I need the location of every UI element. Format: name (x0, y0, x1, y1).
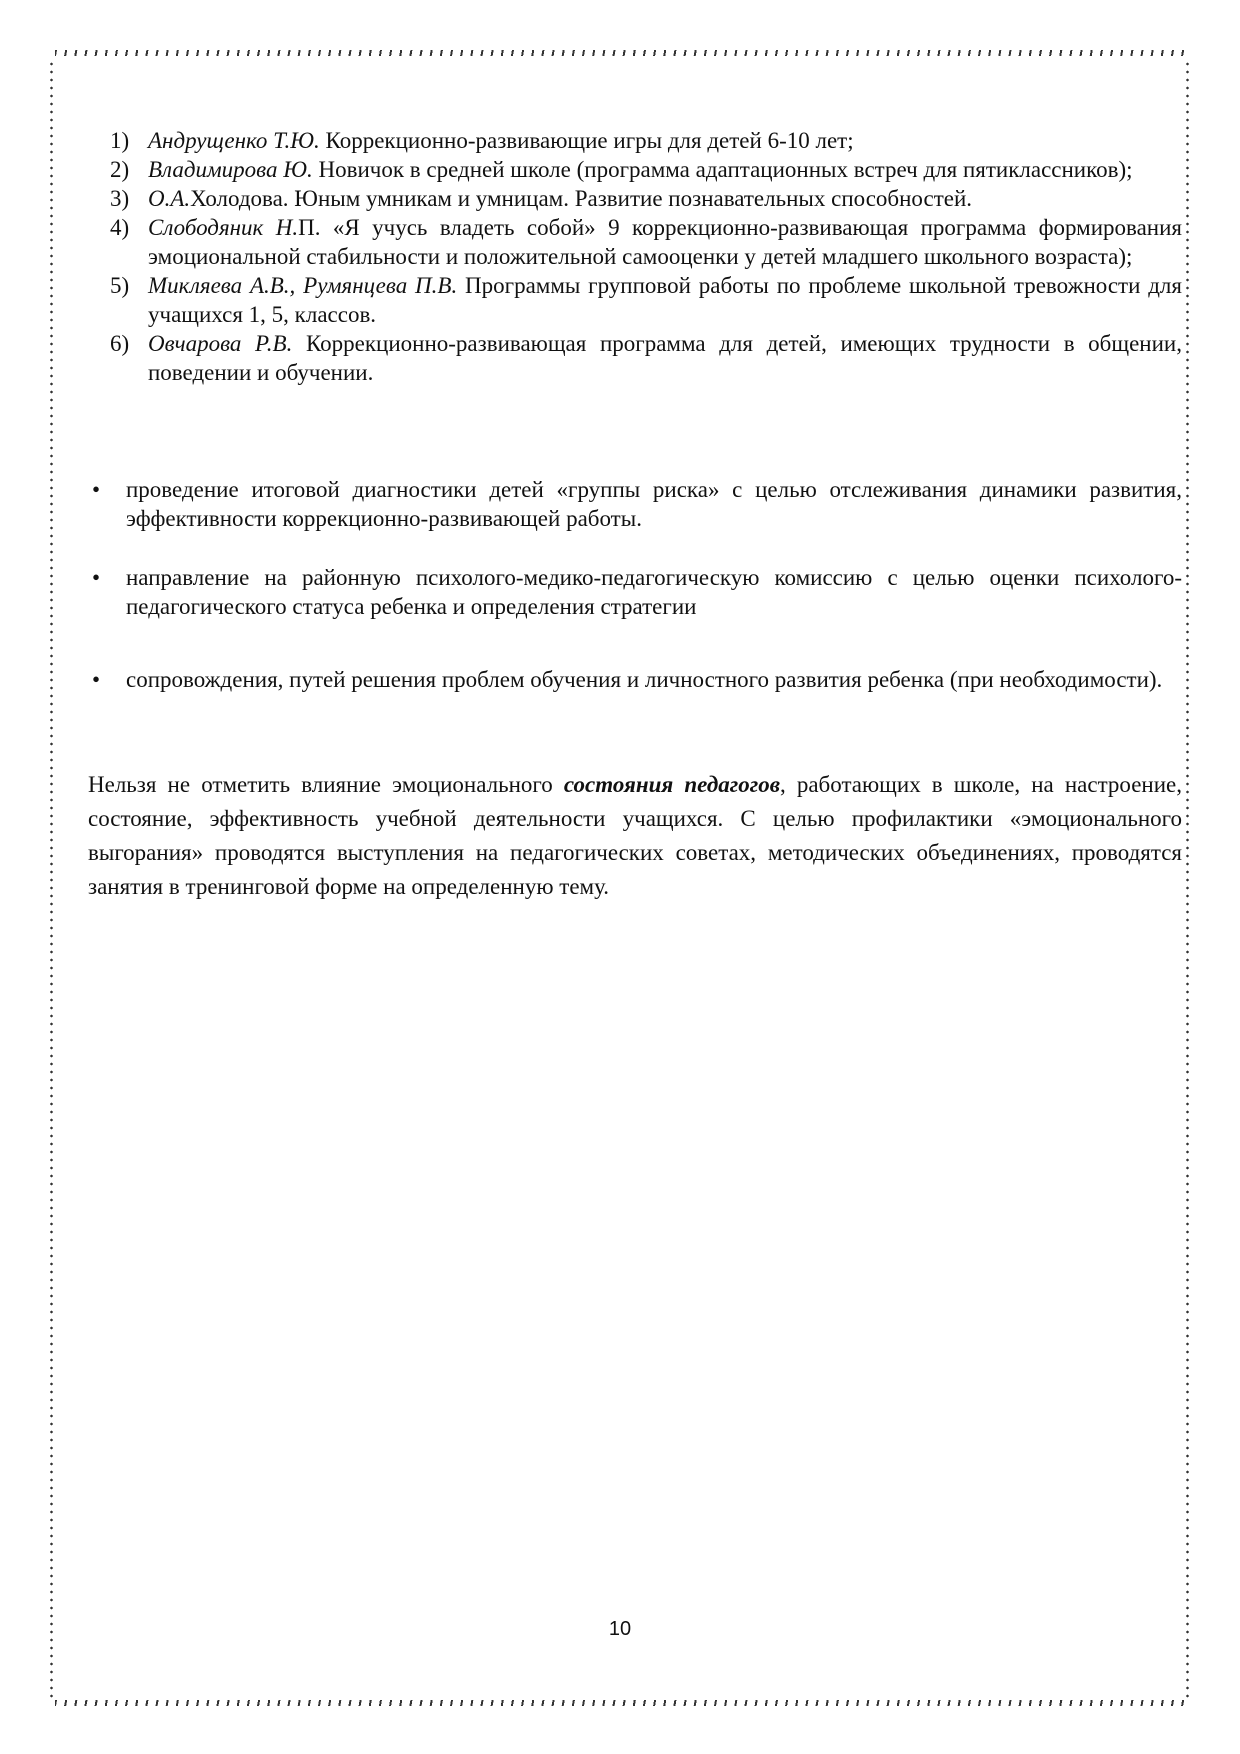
reference-number: 2) (110, 157, 130, 182)
reference-author: Овчарова Р.В. (148, 331, 293, 356)
reference-number: 3) (110, 186, 130, 211)
reference-number: 5) (110, 273, 130, 298)
reference-item (100, 271, 1182, 329)
bullet-text: проведение итоговой диагностики детей «группы риска» с целью отслеживания динамики развития, эффективности коррекционно-развивающей работы. (126, 477, 1182, 531)
reference-author: Микляева А.В., Румянцева П.В. (148, 273, 458, 298)
reference-item (100, 184, 1182, 213)
paragraph-emphasis: состояния педагогов (563, 772, 780, 797)
paragraph-text-before: Нельзя не отметить влияние эмоционального (88, 772, 564, 797)
bullet-text: сопровождения, путей решения проблем обучения и личностного развития ребенка (при необходимости). (126, 667, 1163, 692)
bullet-icon: • (92, 565, 101, 590)
reference-author: Владимирова Ю. (148, 157, 313, 182)
reference-item (100, 155, 1182, 184)
reference-text: Новичок в средней школе (программа адаптационных встреч для пятиклассников); (312, 157, 1133, 182)
page-border-bottom (55, 1700, 1185, 1706)
bullet-icon: • (92, 667, 101, 692)
bullet-item (88, 563, 1182, 621)
page-border-left (50, 60, 53, 1700)
reference-item (100, 329, 1182, 387)
reference-list (100, 126, 1182, 387)
body-paragraph (88, 768, 1182, 904)
reference-text: Программы групповой работы по проблеме школьной тревожности для учащихся 1, 5, классов. (148, 273, 1182, 327)
reference-item (100, 213, 1182, 271)
reference-item (100, 126, 1182, 155)
bullet-icon: • (92, 477, 101, 502)
bullet-item (88, 665, 1182, 694)
reference-text: П. «Я учусь владеть собой» 9 коррекционно-развивающая программа формирования эмоциональной стабильности и положительной самооценки у детей младшего школьного возраста); (148, 215, 1183, 269)
reference-number: 4) (110, 215, 130, 240)
page-number: 10 (608, 1618, 632, 1640)
reference-number: 1) (110, 128, 130, 153)
page-border-right (1186, 60, 1189, 1700)
bullet-item (88, 475, 1182, 533)
reference-number: 6) (110, 331, 130, 356)
reference-author: Андрущенко Т.Ю. (148, 128, 320, 153)
reference-text: Коррекционно-развивающая программа для детей, имеющих трудности в общении, поведении и обучении. (148, 331, 1182, 385)
bullet-text: направление на районную психолого-медико-педагогическую комиссию с целью оценки психолого-педагогического статуса ребенка и определения стратегии (126, 565, 1182, 619)
paragraph-text-after: , работающих в школе, на настроение, состояние, эффективность учебной деятельности учащихся. С целью профилактики «эмоционального выгорания» проводятся выступления на педагогических советах, методических объединениях, проводятся занятия в тренинговой форме на определенную тему. (88, 772, 1182, 899)
reference-author: Слободяник Н. (148, 215, 299, 240)
reference-text: Коррекционно-развивающие игры для детей 6-10 лет; (319, 128, 854, 153)
page-border-top (55, 50, 1185, 56)
reference-author: О.А. (148, 186, 191, 211)
bullet-list (88, 475, 1182, 694)
reference-text: Холодова. Юным умникам и умницам. Развитие познавательных способностей. (190, 186, 973, 211)
